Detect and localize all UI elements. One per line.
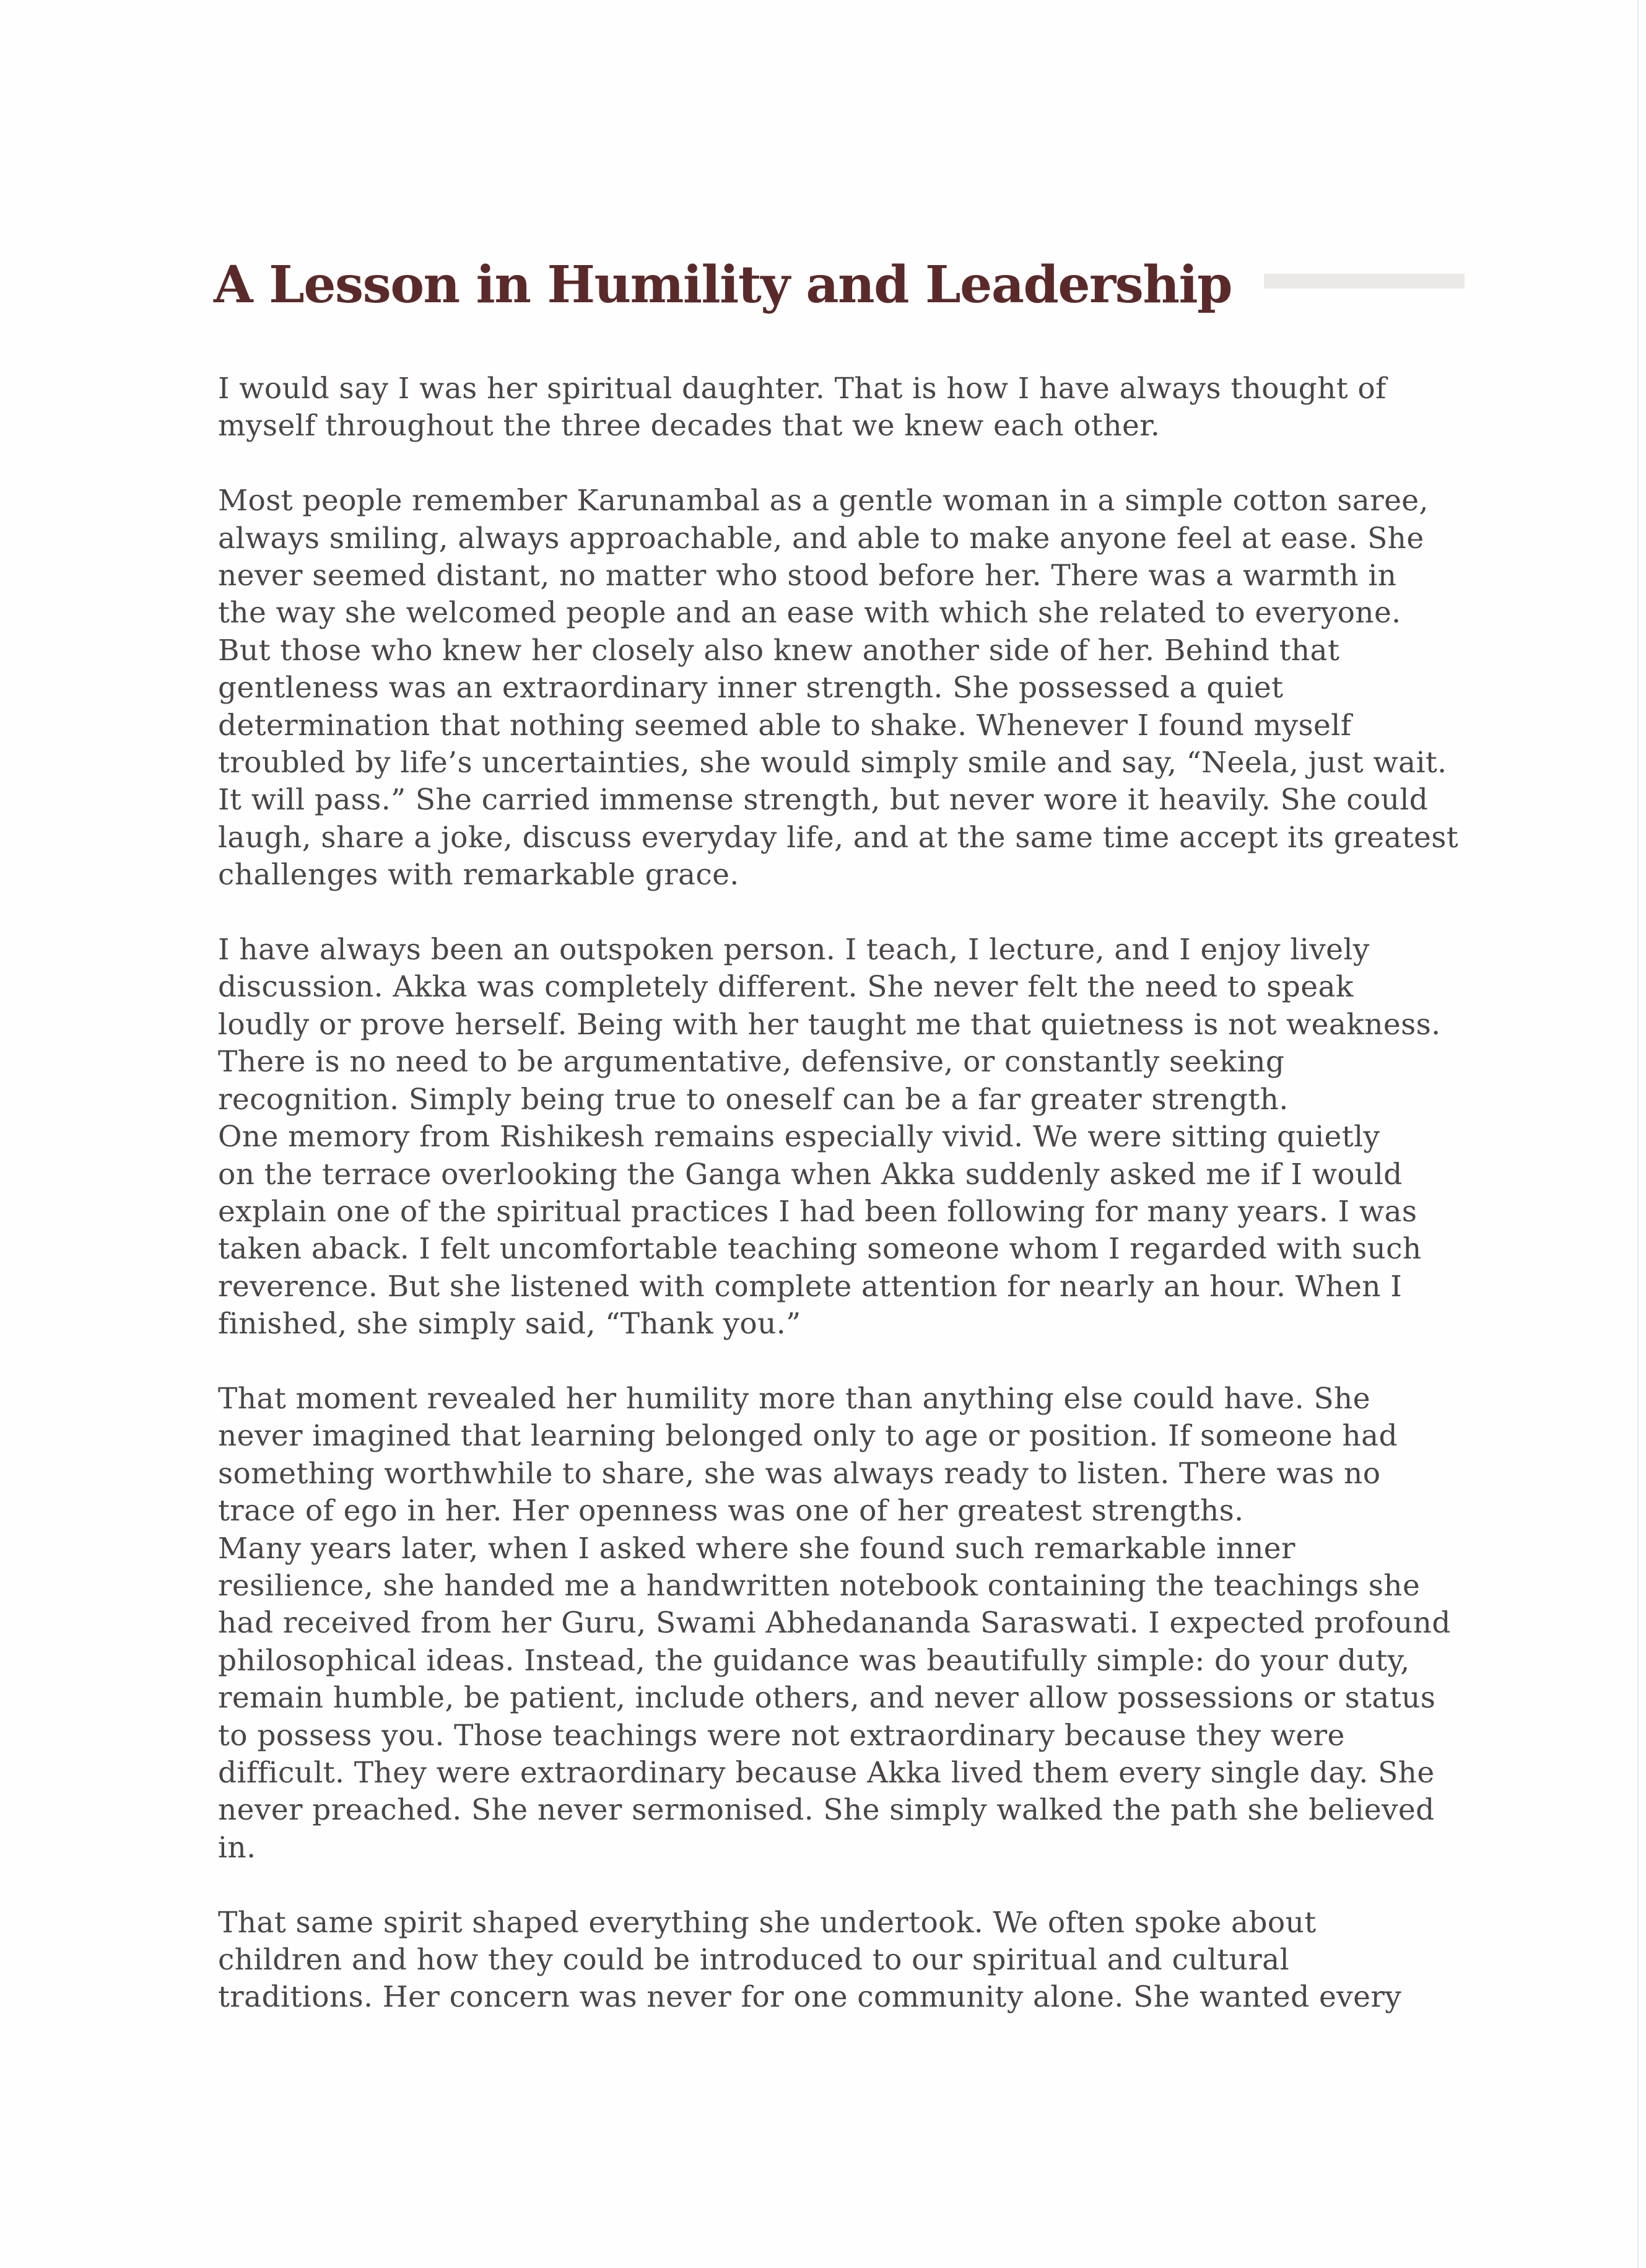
paragraph-1: I would say I was her spiritual daughter. That is how I have always thought of myself throughout the three decades that we knew each other. — [218, 372, 1387, 443]
article-header — [214, 245, 1465, 325]
article-title: A Lesson in Humility and Leadership — [214, 255, 1232, 315]
article-body — [218, 370, 1469, 2054]
paragraph-3: I have always been an outspoken person. I teach, I lecture, and I enjoy lively discussion. Akka was completely different. She never felt the need to speak loudly or prove herself. Being with her taught me that quietness is not weakness. There is no need to be argumentative, defensive, or constantly seeking recognition. Simply being true to oneself can be a far greater strength. — [218, 933, 1441, 1117]
title-rule — [1264, 274, 1465, 289]
paragraph-5: That moment revealed her humility more than anything else could have. She never imagined that learning belonged only to age or position. If someone had something worthwhile to share, she was always ready to listen. There was no trace of ego in her. Her openness was one of her greatest strengths. — [218, 1381, 1398, 1529]
paragraph-6: Many years later, when I asked where she found such remarkable inner resilience, she handed me a handwritten notebook containing the teachings she had received from her Guru, Swami Abhedananda Saraswati. I expected profound philosophical ideas. Instead, the guidance was beautifully simple: do your duty, remain humble, be patient, include others, and never allow possessions or status to possess you. Those teachings were not extraordinary because they were difficult. They were extraordinary because Akka lived them every single day. She never preached. She never sermonised. She simply walked the path she believed in. — [218, 1531, 1451, 1865]
paragraph-2: Most people remember Karunambal as a gentle woman in a simple cotton saree, always smiling, always approachable, and able to make anyone feel at ease. She never seemed distant, no matter who stood before her. There was a warmth in the way she welcomed people and an ease with which she related to everyone. But those who knew her closely also knew another side of her. Behind that gentleness was an extraordinary inner strength. She possessed a quiet determination that nothing seemed able to shake. Whenever I found myself troubled by life’s uncertainties, she would simply smile and say, “Neela, just wait. It will pass.” She carried immense strength, but never wore it heavily. She could laugh, share a joke, discuss everyday life, and at the same time accept its greatest challenges with remarkable grace. — [218, 484, 1459, 892]
paragraph-7: That same spirit shaped everything she undertook. We often spoke about children and how they could be introduced to our spiritual and cultural traditions. Her concern was never for one community alone. She wanted every — [218, 1905, 1402, 2015]
paragraph-4: One memory from Rishikesh remains especially vivid. We were sitting quietly on the terrace overlooking the Ganga when Akka suddenly asked me if I would explain one of the spiritual practices I had been following for many years. I was taken aback. I felt uncomfortable teaching someone whom I regarded with such reverence. But she listened with complete attention for nearly an hour. When I finished, she simply said, “Thank you.” — [218, 1120, 1422, 1341]
